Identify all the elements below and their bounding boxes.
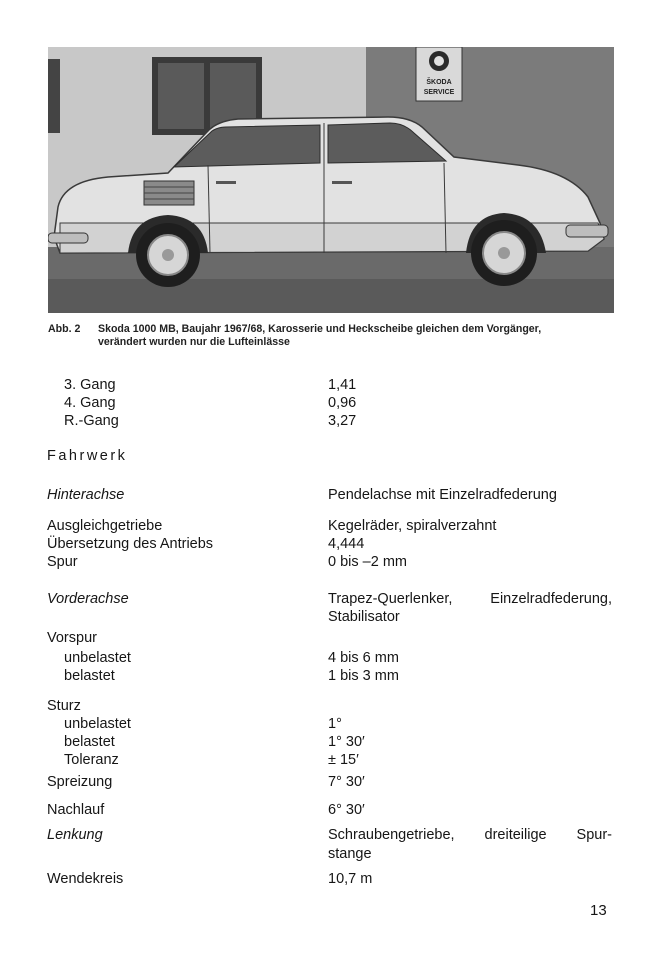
sign-text-1: ŠKODA — [426, 79, 452, 86]
spec-value: 1 bis 3 mm — [328, 668, 399, 684]
spec-value: 1° — [328, 716, 342, 732]
spec-label: belastet — [64, 734, 115, 750]
spec-label: Wendekreis — [47, 871, 124, 887]
spec-value: 10,7 m — [328, 871, 373, 887]
spec-label-lenkung: Lenkung — [47, 827, 103, 843]
caption-label: Abb. 2 — [48, 323, 81, 335]
section-heading-fahrwerk: Fahrwerk — [47, 448, 128, 464]
caption-line-2: verändert wurden nur die Lufteinlässe — [98, 336, 290, 348]
figure-caption — [48, 323, 618, 349]
spec-value: Kegelräder, spiralverzahnt — [328, 518, 497, 534]
spec-label: unbelastet — [64, 716, 131, 732]
spec-label: Sturz — [47, 698, 81, 714]
spec-label: Spreizung — [47, 774, 113, 790]
spec-label-vorderachse: Vorderachse — [47, 591, 129, 607]
spec-value: 4 bis 6 mm — [328, 650, 399, 666]
spec-value: 1° 30′ — [328, 734, 365, 750]
spec-value: 4,444 — [328, 536, 365, 552]
car-photo — [48, 47, 614, 313]
spec-label: Übersetzung des Antriebs — [47, 536, 214, 552]
spec-value: 1,41 — [328, 377, 357, 393]
spec-value: 6° 30′ — [328, 802, 365, 818]
spec-value: stange — [328, 846, 372, 862]
spec-label: unbelastet — [64, 650, 131, 666]
spec-value: 3,27 — [328, 413, 357, 429]
spec-value: Pendelachse mit Einzelradfederung — [328, 487, 557, 503]
spec-label: belastet — [64, 668, 115, 684]
spec-value: 0 bis –2 mm — [328, 554, 407, 570]
spec-label: Spur — [47, 554, 78, 570]
spec-label: 4. Gang — [64, 395, 116, 411]
spec-value: Trapez-Querlenker, Einzelradfederung, — [328, 591, 612, 607]
spec-value: 0,96 — [328, 395, 357, 411]
caption-line-1: Skoda 1000 MB, Baujahr 1967/68, Karosserie und Heckscheibe gleichen dem Vorgänger, — [98, 323, 542, 335]
sign-text-2: SERVICE — [423, 89, 455, 96]
spec-value: 7° 30′ — [328, 774, 365, 790]
page-number: 13 — [590, 902, 607, 919]
spec-label: Ausgleichgetriebe — [47, 518, 163, 534]
spec-label: 3. Gang — [64, 377, 116, 393]
spec-label: R.-Gang — [64, 413, 119, 429]
car-illustration — [48, 47, 614, 313]
spec-label-hinterachse: Hinterachse — [47, 487, 125, 503]
spec-value: Schraubengetriebe, dreiteilige Spur- — [328, 827, 612, 843]
spec-label: Nachlauf — [47, 802, 105, 818]
spec-label: Toleranz — [64, 752, 119, 768]
spec-value: ± 15′ — [328, 752, 359, 768]
spec-label: Vorspur — [47, 630, 97, 646]
spec-value: Stabilisator — [328, 609, 400, 625]
